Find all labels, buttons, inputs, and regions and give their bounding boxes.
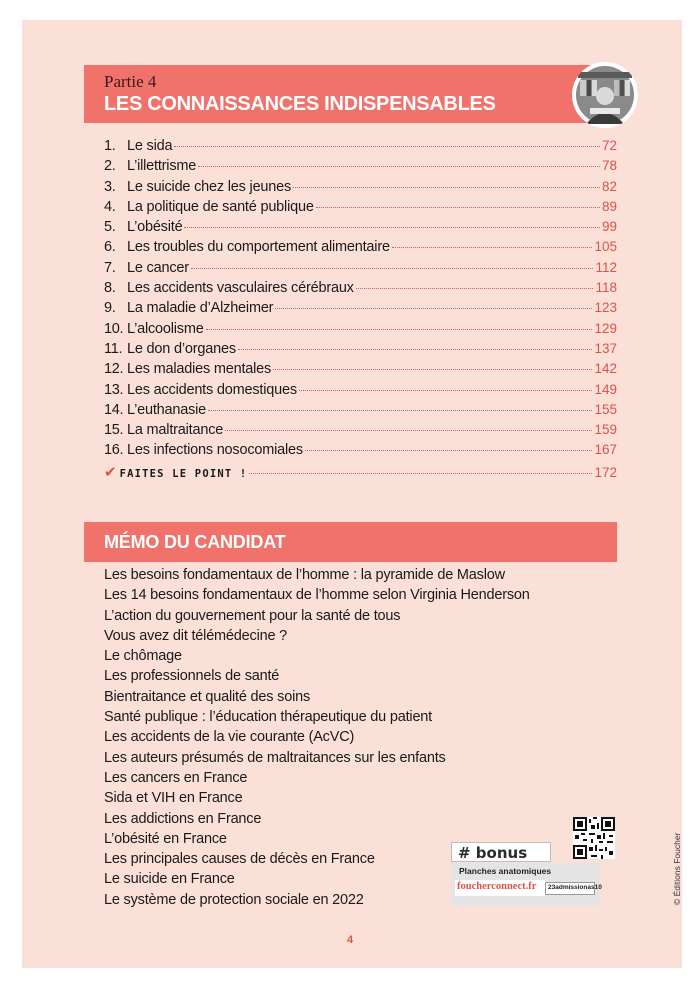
memo-item: Vous avez dit télémédecine ? <box>104 627 288 644</box>
toc-leader-dots <box>293 187 600 188</box>
toc-label: L’alcoolisme <box>127 320 204 337</box>
memo-item: Le suicide en France <box>104 871 235 888</box>
toc-row[interactable] <box>104 239 617 259</box>
memo-item: Les accidents de la vie courante (AcVC) <box>104 729 355 746</box>
toc-label: Les maladies mentales <box>127 361 272 378</box>
memo-item: L’obésité en France <box>104 830 227 847</box>
toc-row[interactable] <box>104 158 617 178</box>
toc-leader-dots <box>356 288 594 289</box>
bonus-code-box <box>545 882 602 895</box>
toc-page: 78 <box>601 158 617 174</box>
memo-item: L’action du gouvernement pour la santé de tous <box>104 607 401 624</box>
toc-row[interactable] <box>104 138 617 158</box>
toc-label: Le suicide chez les jeunes <box>127 178 292 195</box>
toc-number: 6. <box>104 239 116 256</box>
bonus-link[interactable]: foucherconnect.fr <box>457 881 537 892</box>
toc-number: 3. <box>104 178 116 195</box>
toc-leader-dots <box>225 430 592 431</box>
toc-row[interactable] <box>104 341 617 361</box>
part-label: Partie 4 <box>104 72 157 91</box>
toc-page: 72 <box>601 138 617 153</box>
part-header <box>84 65 617 123</box>
toc-label: La politique de santé publique <box>127 198 314 215</box>
toc-page: 159 <box>594 422 617 438</box>
toc-row-faites-le-point[interactable] <box>104 463 617 483</box>
toc-number: 11. <box>104 340 123 357</box>
bonus-subtitle: Planches anatomiques <box>459 866 552 876</box>
toc-leader-dots <box>206 329 593 330</box>
toc-row[interactable] <box>104 402 617 422</box>
toc-leader-dots <box>191 268 594 269</box>
toc-number: 7. <box>104 259 116 276</box>
copyright: © Éditions Foucher <box>672 832 682 905</box>
toc-leader-dots <box>198 166 600 167</box>
bonus-tag: # bonus <box>458 844 528 862</box>
toc-row[interactable] <box>104 422 617 442</box>
toc-leader-dots <box>174 146 600 147</box>
page-number: 4 <box>346 934 354 946</box>
bonus-tag-box <box>451 842 551 862</box>
toc-page: 155 <box>594 401 617 417</box>
toc-row[interactable] <box>104 219 617 239</box>
memo-item: Les addictions en France <box>104 810 262 827</box>
toc-page: 142 <box>594 361 617 377</box>
toc-label: L’illettrisme <box>127 158 197 175</box>
bonus-strip <box>451 863 602 906</box>
toc-page: 105 <box>594 239 617 255</box>
toc-label: L’euthanasie <box>127 401 207 418</box>
toc-page: 118 <box>595 280 617 296</box>
toc-leader-dots <box>184 227 600 228</box>
toc-page: 89 <box>601 198 617 214</box>
memo-item: Les cancers en France <box>104 769 248 786</box>
toc-label: Le don d’organes <box>127 340 236 357</box>
toc-label: Les troubles du comportement alimentaire <box>127 239 390 256</box>
toc-number: 10. <box>104 320 124 337</box>
toc-row[interactable] <box>104 442 617 462</box>
memo-item: Sida et VIH en France <box>104 790 243 807</box>
checkmark-icon: ✔ <box>104 463 117 481</box>
toc-row[interactable] <box>104 300 617 320</box>
toc-page: 167 <box>594 442 617 458</box>
toc-label: La maladie d’Alzheimer <box>127 300 274 317</box>
memo-item: Les 14 besoins fondamentaux de l’homme selon Virginia Henderson <box>104 587 530 604</box>
memo-item: Les besoins fondamentaux de l’homme : la pyramide de Maslow <box>104 567 505 583</box>
toc-page: 149 <box>594 381 617 397</box>
toc-page: 172 <box>594 464 617 480</box>
toc-row[interactable] <box>104 199 617 219</box>
memo-item: Les professionnels de santé <box>104 668 280 685</box>
memo-item: Bientraitance et qualité des soins <box>104 688 310 705</box>
qr-code-icon[interactable] <box>573 817 615 859</box>
toc-number: 16. <box>104 442 124 459</box>
toc-leader-dots <box>316 207 600 208</box>
toc-number: 9. <box>104 300 116 317</box>
toc-row[interactable] <box>104 260 617 280</box>
toc-number: 12. <box>104 361 124 378</box>
table-of-contents <box>104 138 617 483</box>
memo-item: Les principales causes de décès en France <box>104 851 375 868</box>
part-title: LES CONNAISSANCES INDISPENSABLES <box>104 93 496 115</box>
toc-label: La maltraitance <box>127 422 224 439</box>
toc-row[interactable] <box>104 361 617 381</box>
toc-leader-dots <box>392 247 593 248</box>
memo-item: Le chômage <box>104 648 182 665</box>
toc-leader-dots <box>273 369 592 370</box>
toc-number: 1. <box>104 138 116 154</box>
toc-label: Les infections nosocomiales <box>127 442 303 459</box>
toc-number: 2. <box>104 158 116 175</box>
memo-header <box>84 522 617 562</box>
toc-label: Les accidents vasculaires cérébraux <box>127 280 354 297</box>
toc-page: 123 <box>594 300 617 316</box>
bonus-link-box[interactable] <box>455 880 545 896</box>
toc-number: 5. <box>104 219 116 236</box>
toc-number: 4. <box>104 198 116 215</box>
toc-row[interactable] <box>104 179 617 199</box>
toc-leader-dots <box>208 410 592 411</box>
toc-label: FAITES LE POINT ! <box>119 467 248 480</box>
toc-number: 13. <box>104 381 124 398</box>
bonus-code: 23admissionas10 <box>548 884 602 891</box>
toc-row[interactable] <box>104 280 617 300</box>
toc-number: 14. <box>104 401 124 418</box>
memo-item: Le système de protection sociale en 2022 <box>104 891 364 908</box>
toc-leader-dots <box>249 473 592 474</box>
toc-row[interactable] <box>104 321 617 341</box>
memo-item: Santé publique : l’éducation thérapeutique du patient <box>104 709 432 726</box>
toc-page: 137 <box>594 340 617 356</box>
toc-leader-dots <box>238 349 593 350</box>
toc-page: 99 <box>601 219 617 235</box>
memo-title: MÉMO DU CANDIDAT <box>104 532 286 552</box>
toc-label: Le sida <box>127 138 173 154</box>
toc-label: Le cancer <box>127 259 189 276</box>
toc-page: 82 <box>601 178 617 194</box>
toc-leader-dots <box>299 390 593 391</box>
toc-label: Les accidents domestiques <box>127 381 297 398</box>
memo-item: Les auteurs présumés de maltraitances sur les enfants <box>104 749 446 766</box>
part-photo-icon <box>572 62 638 128</box>
toc-page: 129 <box>594 320 617 336</box>
toc-label: L’obésité <box>127 219 183 236</box>
toc-leader-dots <box>275 308 592 309</box>
toc-page: 112 <box>595 259 617 275</box>
toc-number: 15. <box>104 422 124 439</box>
toc-number: 8. <box>104 280 116 297</box>
toc-row[interactable] <box>104 382 617 402</box>
toc-leader-dots <box>305 450 593 451</box>
